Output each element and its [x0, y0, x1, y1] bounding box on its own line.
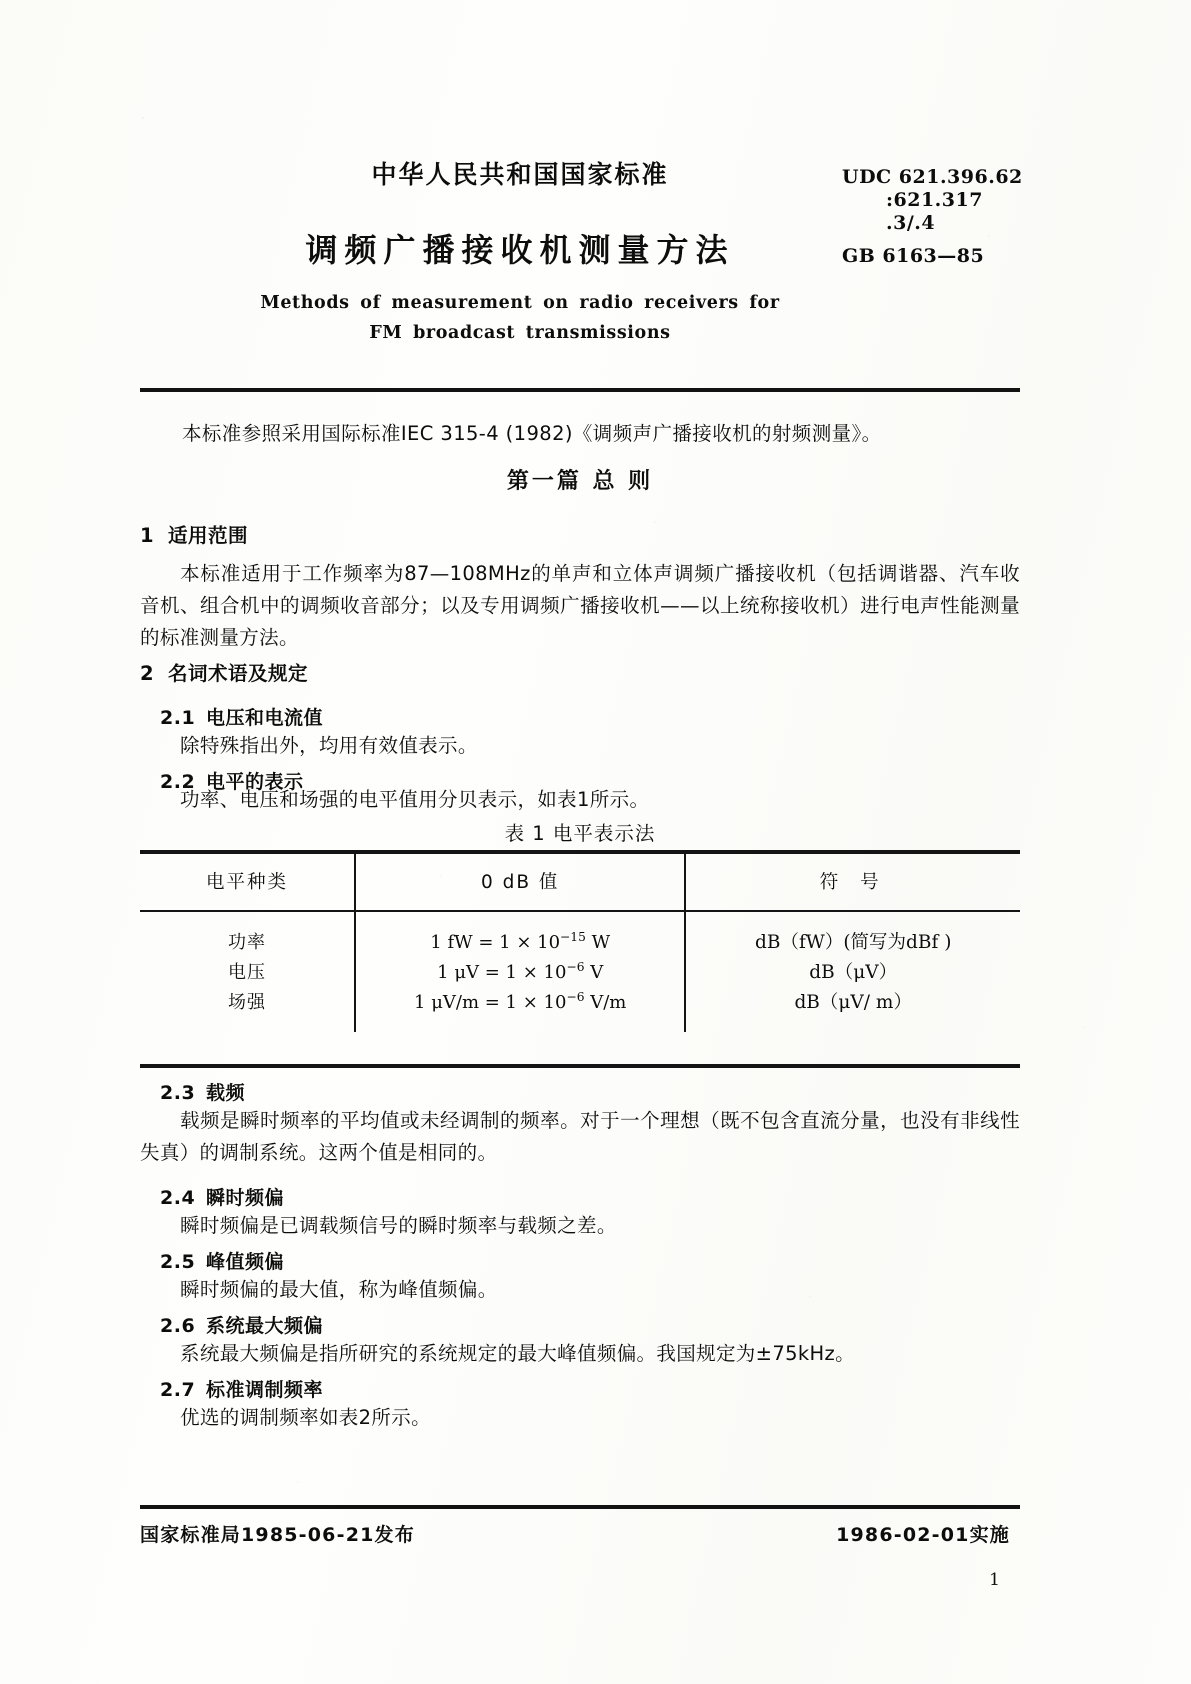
- value-post: V/m: [584, 991, 627, 1013]
- section-2-5-body: [140, 1274, 1020, 1306]
- table-1-symbol-fieldstrength: dB（μV/ m）: [685, 986, 1020, 1016]
- section-2-5-paragraph: 瞬时频偏的最大值，称为峰值频偏。: [180, 1278, 498, 1301]
- footer-rule: [140, 1505, 1020, 1509]
- table-1-spacer-row: [140, 910, 1020, 926]
- section-2-6-number: 2.6: [160, 1315, 196, 1337]
- section-2-4-number: 2.4: [160, 1187, 196, 1209]
- section-2-4-body: [140, 1210, 1020, 1242]
- section-1-heading: [140, 520, 1020, 548]
- udc-code-line-2: :621.317: [886, 189, 983, 211]
- spacer-cell-4: [140, 1016, 355, 1032]
- section-1-paragraph: 本标准适用于工作频率为87—108MHz的单声和立体声调频广播接收机（包括调谐器、汽车收音机、组合机中的调频收音部分；以及专用调频广播接收机——以上统称接收机）进行电声性能测量的标准测量方法。: [140, 562, 1020, 649]
- spacer-cell-5: [355, 1016, 685, 1032]
- section-1-number: 1: [140, 524, 155, 547]
- section-2-5-heading: [140, 1247, 1020, 1274]
- section-2-2-body: [140, 784, 1020, 816]
- section-2-4-heading: [140, 1183, 1020, 1210]
- table-1: [140, 852, 1020, 1032]
- table-1-value-fieldstrength: [355, 986, 685, 1016]
- standard-number: GB 6163—85: [842, 245, 985, 267]
- table-1-bottom-rule: [140, 1064, 1020, 1068]
- section-2-4-paragraph: 瞬时频偏是已调载频信号的瞬时频率与载频之差。: [180, 1214, 617, 1237]
- section-2-1-heading: [140, 703, 1020, 730]
- value-pre: 1 fW = 1 × 10: [430, 931, 561, 953]
- table-1-header-row: [140, 852, 1020, 910]
- section-2-2-title: 电平的表示: [206, 771, 304, 793]
- section-2-6-body: [140, 1338, 1020, 1370]
- section-2-7-heading: [140, 1375, 1020, 1402]
- section-2-2-number: 2.2: [160, 771, 196, 793]
- value-pre: 1 μV/m = 1 × 10: [414, 991, 567, 1013]
- section-2-3-paragraph: 载频是瞬时频率的平均值或未经调制的频率。对于一个理想（既不包含直流分量，也没有非线性失真）的调制系统。这两个值是相同的。: [140, 1109, 1020, 1164]
- section-2-5-title: 峰值频偏: [206, 1251, 285, 1273]
- section-2-5-number: 2.5: [160, 1251, 196, 1273]
- section-2-7-title: 标准调制频率: [206, 1379, 324, 1401]
- part-heading: 第一篇 总 则: [506, 469, 654, 494]
- section-1-body: [140, 558, 1020, 654]
- document-title-cn: 调频广播接收机测量方法: [305, 231, 735, 269]
- page-content: [140, 0, 1023, 1684]
- table-row: [140, 986, 1020, 1016]
- value-post: W: [585, 931, 611, 953]
- table-1-kind-voltage: 电压: [227, 962, 266, 983]
- value-exponent: −6: [566, 989, 585, 1004]
- udc-code-line-3: .3/.4: [886, 212, 936, 234]
- spacer-cell-6: [685, 1016, 1020, 1032]
- table-row: [140, 956, 1020, 986]
- value-post: V: [584, 961, 604, 983]
- page-number: 1: [989, 1570, 1000, 1590]
- value-pre: 1 μV = 1 × 10: [437, 961, 567, 983]
- table-1-kind-fieldstrength: 场强: [227, 992, 266, 1013]
- footer-effective-date: 1986-02-01实施: [836, 1524, 1010, 1546]
- table-1-symbol-power: dB（fW）(简写为dBf ): [685, 926, 1020, 956]
- spacer-cell-1: [140, 910, 355, 926]
- table-1-value-voltage: [355, 956, 685, 986]
- section-2-3-title: 载频: [206, 1082, 246, 1104]
- table-1-kind-power: 功率: [227, 932, 266, 953]
- spacer-cell-2: [355, 910, 685, 926]
- udc-code-line-1: UDC 621.396.62: [842, 166, 1023, 188]
- section-2-2-paragraph: 功率、电压和场强的电平值用分贝表示，如表1所示。: [180, 788, 650, 811]
- document-subtitle-en: [260, 288, 780, 348]
- table-1-value-power: [355, 926, 685, 956]
- table-row: [140, 926, 1020, 956]
- section-2-heading: [140, 658, 1020, 686]
- table-1-spacer-row-bottom: [140, 1016, 1020, 1032]
- spacer-cell-3: [685, 910, 1020, 926]
- section-2-6-title: 系统最大频偏: [206, 1315, 324, 1337]
- section-2-6-paragraph: 系统最大频偏是指所研究的系统规定的最大峰值频偏。我国规定为±75kHz。: [180, 1342, 855, 1365]
- footer-issue-date: 国家标准局1985-06-21发布: [140, 1524, 415, 1546]
- section-2-3-heading: [140, 1078, 1020, 1105]
- table-1-col-header-symbol: 符 号: [685, 852, 1020, 910]
- section-2-1-title: 电压和电流值: [206, 707, 324, 729]
- header-rule: [140, 388, 1020, 392]
- national-standard-label: 中华人民共和国国家标准: [371, 160, 669, 189]
- section-1-title: 适用范围: [168, 524, 249, 547]
- subtitle-en-line-2: FM broadcast transmissions: [369, 323, 671, 343]
- section-2-1-paragraph: 除特殊指出外，均用有效值表示。: [180, 734, 478, 757]
- standard-code-block: [700, 166, 1023, 268]
- reference-note: 本标准参照采用国际标准IEC 315-4 (1982)《调频声广播接收机的射频测量》。: [182, 422, 882, 445]
- section-2-4-title: 瞬时频偏: [206, 1187, 285, 1209]
- section-2-6-heading: [140, 1311, 1020, 1338]
- section-2-1-body: [140, 730, 1020, 762]
- table-1-col-header-kind: 电平种类: [205, 872, 288, 893]
- table-1-symbol-voltage: dB（μV）: [685, 956, 1020, 986]
- section-2-3-number: 2.3: [160, 1082, 196, 1104]
- subtitle-en-line-1: Methods of measurement on radio receivers for: [260, 293, 780, 313]
- section-2-7-number: 2.7: [160, 1379, 196, 1401]
- value-exponent: −15: [560, 929, 586, 944]
- section-2-title: 名词术语及规定: [168, 662, 309, 685]
- section-2-3-body: [140, 1105, 1020, 1169]
- value-exponent: −6: [566, 959, 585, 974]
- section-2-number: 2: [140, 662, 155, 685]
- section-2-7-paragraph: 优选的调制频率如表2所示。: [180, 1406, 431, 1429]
- table-1-caption: 表 1 电平表示法: [504, 822, 656, 845]
- section-2-1-number: 2.1: [160, 707, 196, 729]
- table-1-col-header-value: 0 dB 值: [355, 852, 685, 910]
- section-2-7-body: [140, 1402, 1020, 1434]
